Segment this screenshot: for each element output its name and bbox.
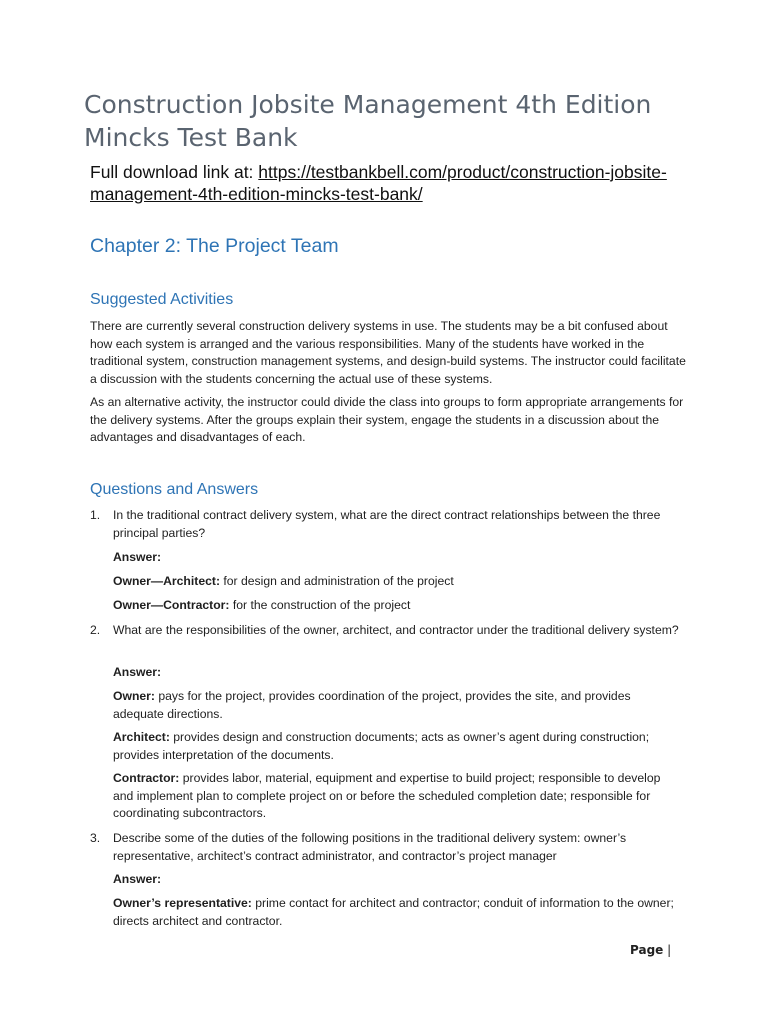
question-text: What are the responsibilities of the owner, architect, and contractor under the traditional delivery system?	[113, 623, 679, 637]
page-footer	[630, 943, 671, 957]
answer-item-label: Contractor:	[113, 771, 180, 785]
answer-item-text: for design and administration of the project	[220, 574, 454, 588]
answer-item	[113, 770, 683, 823]
question-text: Describe some of the duties of the following positions in the traditional delivery system: owner’s representative, architect’s contract administrator, and contractor’s project manager	[113, 831, 627, 863]
download-line	[90, 161, 710, 205]
document-title: Construction Jobsite Management 4th Edition Mincks Test Bank	[84, 90, 652, 152]
answer-item	[113, 729, 683, 764]
question-text: In the traditional contract delivery system, what are the direct contract relationships between the three principal parties?	[113, 508, 661, 540]
suggested-paragraph-1: There are currently several construction delivery systems in use. The students may be a bit confused about how each system is arranged and the various responsibilities. Many of the students have worked in the traditional system, construction management systems, and design-build systems. The instructor could facilitate a discussion with the students concerning the actual use of these systems.	[90, 319, 686, 386]
question-number: 3.	[90, 831, 101, 845]
answer-item-text: prime contact for architect and contractor; conduit of information to the owner; directs architect and contractor.	[113, 896, 674, 928]
answer-item	[113, 895, 683, 930]
answer-item-text: pays for the project, provides coordination of the project, provides the site, and provides adequate directions.	[113, 689, 631, 721]
suggested-paragraph-2: As an alternative activity, the instructor could divide the class into groups to form appropriate arrangements for the delivery systems. After the groups explain their system, engage the students in a discussion about the advantages and disadvantages of each.	[90, 395, 684, 444]
question-number: 1.	[90, 508, 101, 522]
page-separator: |	[663, 943, 672, 957]
download-prefix: Full download link at:	[90, 162, 259, 182]
answer-item-text: provides design and construction documents; acts as owner’s agent during construction; provides interpretation of the documents.	[113, 730, 650, 762]
answer-item	[113, 573, 683, 591]
answer-item-label: Owner:	[113, 689, 155, 703]
qa-heading: Questions and Answers	[90, 481, 259, 498]
chapter-heading: Chapter 2: The Project Team	[90, 235, 339, 257]
answer-item-label: Owner—Contractor:	[113, 598, 230, 612]
download-link[interactable]: https://testbankbell.com/product/construction-jobsite-management-4th-edition-mincks-test-bank/	[90, 162, 667, 204]
answer-item-label: Owner’s representative:	[113, 896, 252, 910]
answer-item	[113, 597, 683, 615]
answer-label: Answer:	[113, 872, 162, 886]
question-number: 2.	[90, 623, 101, 637]
answer-item-text: for the construction of the project	[229, 598, 411, 612]
answer-item-label: Owner—Architect:	[113, 574, 220, 588]
answer-item-label: Architect:	[113, 730, 170, 744]
answer-label: Answer:	[113, 550, 162, 564]
suggested-activities-heading: Suggested Activities	[90, 291, 234, 308]
answer-item	[113, 688, 683, 723]
page-label: Page	[630, 943, 664, 957]
answer-item-text: provides labor, material, equipment and expertise to build project; responsible to develop and implement plan to complete project on or before the scheduled completion date; responsible for coordinating subcontractors.	[113, 771, 661, 820]
answer-label: Answer:	[113, 665, 162, 679]
